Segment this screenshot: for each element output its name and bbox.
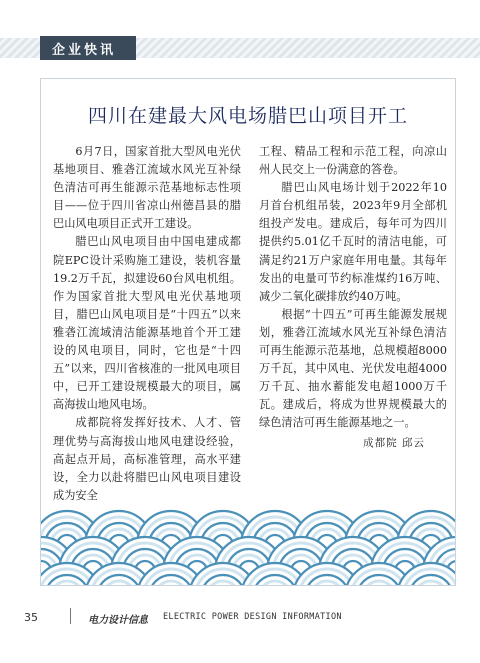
paragraph: 腊巴山风电项目由中国电建成都院EPC设计采购施工建设，装机容量19.2万千瓦，拟建设60台风电机组。作为国家首批大型风电光伏基地项目，腊巴山风电项目是“十四五”以来雅砻江流域清洁能源基地首个开工建设的风电项目，同时，它也是“十四五”以来，四川省核准的一批风电项目中，已开工建设规模最大的项目，属高海拔山地风电场。 xyxy=(53,235,241,412)
paragraph: 根据“十四五”可再生能源发展规划，雅砻江流域水风光互补绿色清洁可再生能源示范基地，总规模超8000万千瓦，其中风电、光伏发电超4000万千瓦、抽水蓄能发电超1000万千瓦。建成后，将成为世界规模最大的绿色清洁可再生能源基地之一。 xyxy=(259,307,447,430)
paragraph: 工程、精品工程和示范工程，向凉山州人民交上一份满意的答卷。 xyxy=(259,145,447,177)
journal-name-cn: 电力设计信息 xyxy=(88,615,148,626)
author-signature: 成都院 邱云 xyxy=(363,437,425,449)
left-column xyxy=(53,143,241,505)
wave-decoration xyxy=(41,475,455,585)
footer-divider xyxy=(70,608,71,624)
page-number: 35 xyxy=(24,611,38,624)
right-column xyxy=(259,143,447,433)
paragraph: 成都院将发挥好技术、人才、管理优势与高海拔山地风电建设经验，高起点开局，高标准管理，高水平建设，全力以赴将腊巴山风电项目建设成为安全 xyxy=(53,416,241,502)
section-tab-label: 企业快讯 xyxy=(52,43,117,58)
paragraph: 腊巴山风电场计划于2022年10月首台机组吊装，2023年9月全部机组投产发电。建成后，每年可为四川提供约5.01亿千瓦时的清洁电能，可满足约21万户家庭年用电量。其每年发出的电量可节约标准煤约16万吨、减少二氧化碳排放约40万吨。 xyxy=(259,181,447,303)
journal-name-en: ELECTRIC POWER DESIGN INFORMATION xyxy=(163,612,342,622)
article-title: 四川在建最大风电场腊巴山项目开工 xyxy=(87,105,408,127)
paragraph: 6月7日，国家首批大型风电光伏基地项目、雅砻江流域水风光互补绿色清洁可再生能源示范基地标志性项目——位于四川省凉山州德昌县的腊巴山风电项目正式开工建设。 xyxy=(53,145,241,231)
article-frame xyxy=(40,78,456,586)
